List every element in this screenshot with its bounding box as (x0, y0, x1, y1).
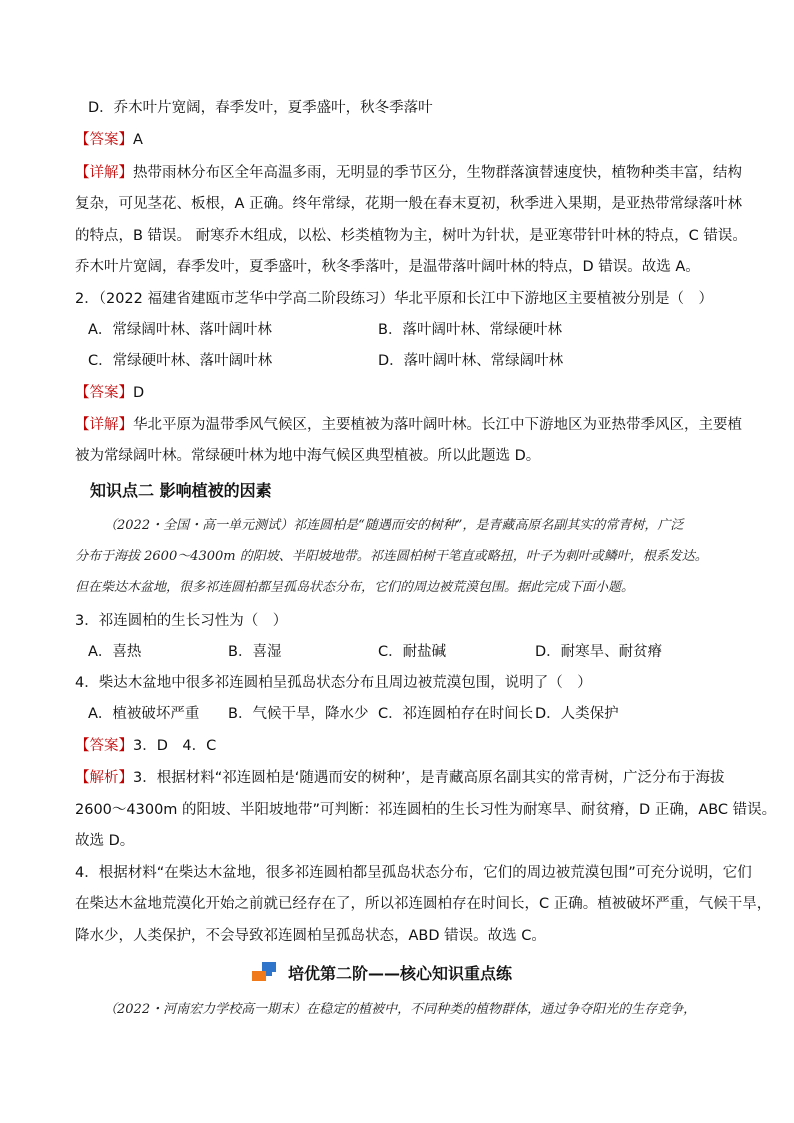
detail-text: 华北平原为温带季风气候区，主要植被为落叶阔叶林。长江中下游地区为亚热带季风区，主要植 (133, 417, 742, 433)
q2-option-a: A．常绿阔叶林、落叶阔叶林 (88, 322, 272, 338)
answer-value: A (133, 132, 143, 148)
q2-option-c: C．常绿硬叶林、落叶阔叶林 (88, 353, 273, 369)
q2-option-b: B．落叶阔叶林、常绿硬叶林 (378, 322, 562, 338)
detail-text: 的特点，B 错误。 耐寒乔木组成，以松、杉类植物为主，树叶为针状，是亚寒带针叶林的特点，C 错误。 (75, 228, 747, 244)
q3-option-d: D．耐寒旱、耐贫瘠 (535, 644, 663, 660)
answer-value: D (133, 385, 145, 401)
analysis-tag: 【解析】 (75, 770, 133, 786)
analysis-text: 故选 D。 (75, 833, 135, 849)
analysis-text: 在柴达木盆地荒漠化开始之前就已经存在了，所以祁连圆柏存在时间长，C 正确。植被破坏严重，气候干旱， (75, 896, 772, 912)
banner-title: 培优第二阶——核心知识重点练 (288, 964, 513, 983)
answer-line-q1 (75, 130, 143, 150)
answer-tag: 【答案】 (75, 738, 133, 754)
detail-text: 被为常绿阔叶林。常绿硬叶林为地中海气候区典型植被。所以此题选 D。 (75, 448, 541, 464)
question-3-stem: 3．祁连圆柏的生长习性为（ ） (75, 613, 288, 629)
analysis-text: 2600～4300m 的阳坡、半阳坡地带”可判断：祁连圆柏的生长习性为耐寒旱、耐贫瘠，D 正确，ABC 错误。 (75, 802, 777, 818)
question-2-stem: 2．（2022 福建省建瓯市芝华中学高二阶段练习）华北平原和长江中下游地区主要植被分别是（ ） (75, 291, 713, 307)
q3-option-a: A．喜热 (88, 644, 142, 660)
blocks-icon (250, 962, 282, 986)
q2-option-d: D．落叶阔叶林、常绿阔叶林 (378, 353, 564, 369)
detail-text: 乔木叶片宽阔，春季发叶，夏季盛叶，秋冬季落叶，是温带落叶阔叶林的特点，D 错误。故选 A。 (75, 259, 700, 275)
section-heading: 知识点二 影响植被的因素 (90, 481, 272, 500)
q3-option-c: C．耐盐碱 (378, 644, 447, 660)
q1-option-d: D．乔木叶片宽阔，春季发叶，夏季盛叶，秋冬季落叶 (88, 100, 433, 116)
detail-line-q2 (75, 415, 742, 435)
material-text: 但在柴达木盆地，很多祁连圆柏都呈孤岛状态分布，它们的周边被荒漠包围。据此完成下面小题。 (75, 580, 635, 595)
q3-option-b: B．喜湿 (228, 644, 282, 660)
material-text: 分布于海拔 2600～4300m 的阳坡、半阳坡地带。祁连圆柏树干笔直或略扭，叶子为刺叶或鳞叶，根系发达。 (75, 549, 708, 564)
q4-option-a: A．植被破坏严重 (88, 706, 200, 722)
material-text: （2022・河南宏力学校高一期末）在稳定的植被中，不同种类的植物群体，通过争夺阳光的生存竞争， (104, 1002, 697, 1017)
analysis-text: 降水少，人类保护，不会导致祁连圆柏呈孤岛状态，ABD 错误。故选 C。 (75, 928, 546, 944)
detail-line-q1 (75, 163, 742, 183)
q4-option-b: B．气候干旱，降水少 (228, 706, 369, 722)
q4-option-c: C．祁连圆柏存在时间长 (378, 706, 534, 722)
analysis-text: 4．根据材料“在柴达木盆地，很多祁连圆柏都呈孤岛状态分布，它们的周边被荒漠包围”可充分说明，它们 (75, 865, 752, 881)
q4-option-d: D．人类保护 (535, 706, 619, 722)
answer-line-q34 (75, 736, 216, 756)
answer-tag: 【答案】 (75, 132, 133, 148)
answer-line-q2 (75, 383, 144, 403)
detail-tag: 【详解】 (75, 417, 133, 433)
detail-text: 热带雨林分布区全年高温多雨，无明显的季节区分，生物群落演替速度快，植物种类丰富，结构 (133, 165, 742, 181)
answer-tag: 【答案】 (75, 385, 133, 401)
question-4-stem: 4．柴达木盆地中很多祁连圆柏呈孤岛状态分布且周边被荒漠包围，说明了（ ） (75, 675, 592, 691)
detail-text: 复杂，可见茎花、板根，A 正确。终年常绿，花期一般在春末夏初，秋季进入果期，是亚热带常绿落叶林 (75, 196, 743, 212)
analysis-text: 3．根据材料“祁连圆柏是‘随遇而安的树种’，是青藏高原名副其实的常青树，广泛分布于海拔 (133, 770, 725, 786)
detail-tag: 【详解】 (75, 165, 133, 181)
analysis-line-q3 (75, 768, 724, 788)
material-text: （2022・全国・高一单元测试）祁连圆柏是“随遇而安的树种”，是青藏高原名副其实的常青树，广泛 (104, 518, 684, 533)
answer-value: 3．D 4．C (133, 738, 217, 754)
